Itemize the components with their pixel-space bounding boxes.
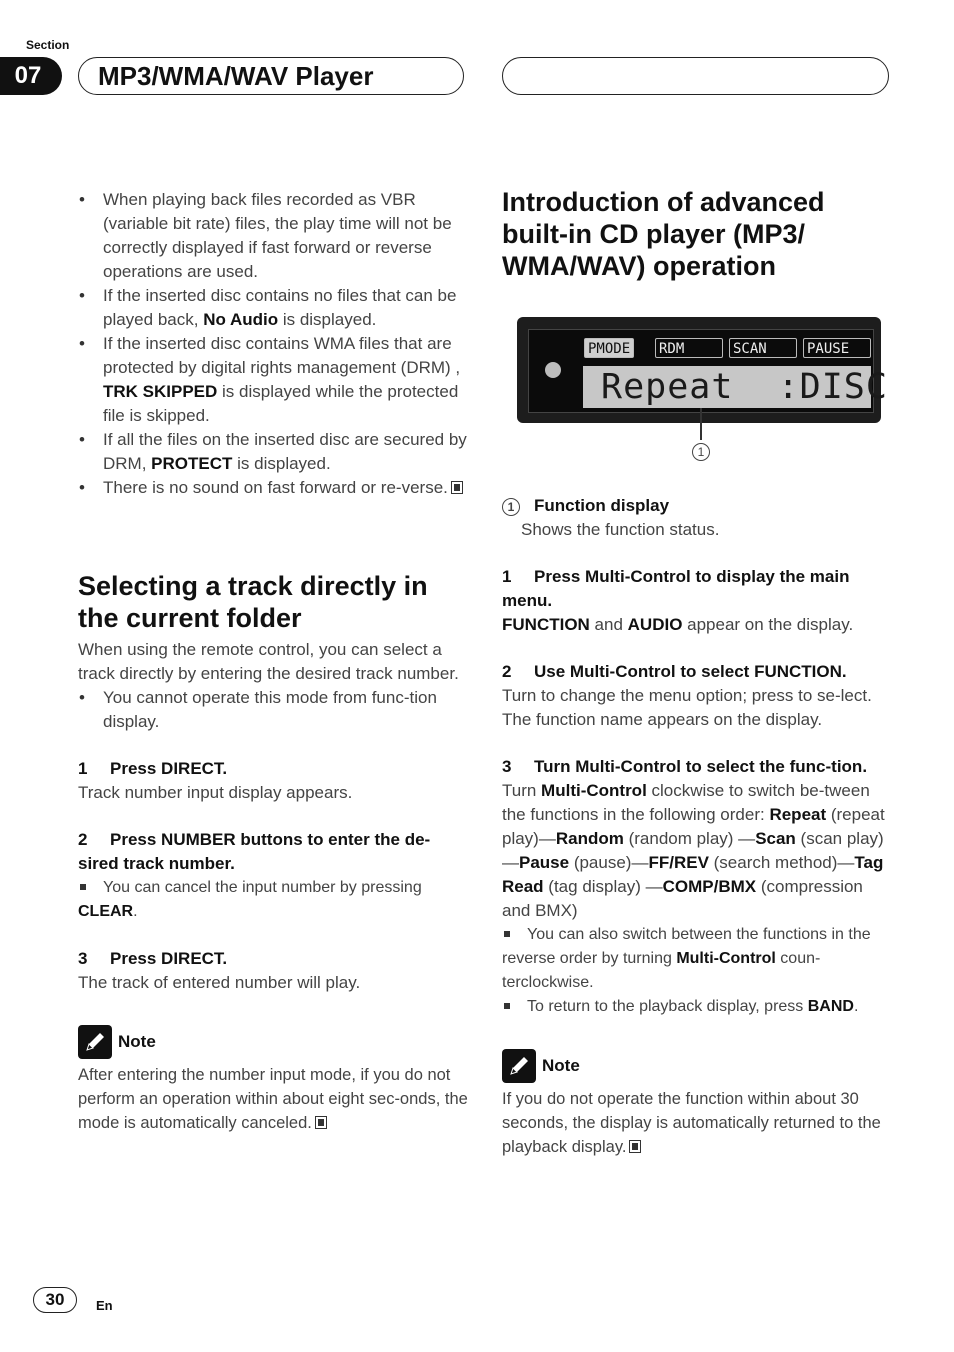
note-header [78, 1025, 468, 1059]
bullet-text: is displayed. [232, 454, 331, 473]
bullet-no-audio [78, 284, 468, 332]
callout-line [700, 408, 702, 440]
bold-term: BAND [807, 998, 854, 1015]
bullet-text: If the inserted disc contains no files that can be played back, [103, 286, 457, 329]
callout-item-title [502, 494, 892, 518]
intro-bullets [78, 686, 468, 734]
bold-term: AUDIO [627, 615, 683, 634]
intro-bullet: • You cannot operate this mode from func-tion display. [78, 686, 468, 734]
end-mark-icon [629, 1140, 641, 1153]
section-number-badge: 07 [0, 57, 62, 95]
sub-note-text: coun-terclockwise. [502, 950, 821, 991]
body-text: clockwise to switch be-tween the functions in the following order: [502, 781, 870, 824]
step-title-text: Press NUMBER buttons to enter the de-sired track number. [78, 830, 431, 873]
end-mark-icon [315, 1116, 327, 1129]
bullet-no-sound [78, 476, 468, 500]
note-body: If you do not operate the function within about 30 seconds, the display is automatically returned to the playback display. [502, 1090, 881, 1156]
bold-term: TRK SKIPPED [103, 382, 218, 401]
step-body: The track of entered number will play. [78, 973, 361, 992]
step-sub-note [502, 995, 892, 1019]
body-text: appear on the display. [682, 615, 854, 634]
sub-note-text: . [133, 903, 138, 920]
function-name: Repeat [769, 805, 827, 824]
function-name: Tag Read [502, 853, 884, 896]
sub-note-text: To return to the playback display, press [527, 998, 808, 1015]
bullet-text: When playing back files recorded as VBR (variable bit rate) files, the play time will not be correctly displayed if fast forward or reverse operations are used. [103, 190, 452, 281]
step-number: 1 [78, 759, 88, 778]
step-body [502, 613, 892, 637]
bold-term: Multi-Control [676, 950, 776, 967]
callout-item-desc: Shows the function status. [521, 520, 720, 539]
step-number: 2 [78, 830, 88, 849]
bullet-text: There is no sound on fast forward or re-verse. [103, 478, 448, 497]
body-text: Turn [502, 781, 542, 800]
bullet-text: is displayed while the protected file is skipped. [103, 382, 459, 425]
note-pencil-icon [502, 1049, 536, 1083]
header-empty-frame [502, 57, 889, 95]
note-text [502, 1087, 892, 1159]
lcd-indicator-dot [545, 362, 561, 378]
step-title [502, 755, 892, 779]
step-number: 2 [502, 662, 512, 681]
step-sub-note [78, 876, 468, 900]
function-name: Pause [519, 853, 570, 872]
function-desc: (scan play)— [502, 829, 884, 872]
language-code: En [96, 1298, 113, 1313]
lcd-rdm-label: RDM [655, 338, 723, 358]
function-name: Scan [755, 829, 796, 848]
step-body: The function name appears on the display. [502, 710, 823, 729]
section-label: Section [26, 38, 70, 52]
bullet-protect [78, 428, 468, 476]
step-title [502, 565, 892, 613]
note-header [502, 1049, 892, 1083]
bold-term: PROTECT [151, 454, 233, 473]
lcd-pause-label: PAUSE [803, 338, 871, 358]
left-column [78, 188, 468, 1135]
bullet-text: is displayed. [278, 310, 377, 329]
function-desc: (compression and BMX) [502, 877, 863, 920]
note-pencil-icon [78, 1025, 112, 1059]
lcd-scan-label: SCAN [729, 338, 797, 358]
bold-term: No Audio [203, 310, 279, 329]
note-body: After entering the number input mode, if you do not perform an operation within about eight sec-onds, the mode is automatically canceled. [78, 1066, 468, 1132]
function-desc: (search method)— [708, 853, 855, 872]
intro-paragraph: When using the remote control, you can select a track directly by entering the desired track number. [78, 640, 459, 683]
step-number: 3 [78, 949, 88, 968]
note-text [78, 1063, 468, 1135]
step-title-text: Use Multi-Control to select FUNCTION. [534, 662, 847, 681]
lcd-screen [528, 329, 888, 413]
callout-number: 1 [692, 443, 710, 461]
step-title-text: Press Multi-Control to display the main menu. [502, 567, 850, 610]
function-desc: (pause)— [569, 853, 649, 872]
bullet-trk-skipped [78, 332, 468, 428]
right-column [502, 494, 892, 1159]
step-body: Turn to change the menu option; press to se-lect. [502, 686, 872, 705]
bold-term: FUNCTION [502, 615, 590, 634]
function-name: Random [555, 829, 624, 848]
step-title [78, 828, 468, 876]
bullet-text: If all the files on the inserted disc are secured by DRM, [103, 430, 467, 473]
function-desc: (tag display) — [543, 877, 663, 896]
step-number: 1 [502, 567, 512, 586]
step-number: 3 [502, 757, 512, 776]
right-heading: Introduction of advanced built-in CD player (MP3/ WMA/WAV) operation [502, 187, 825, 281]
callout-title: Function display [534, 496, 670, 515]
page-title: MP3/WMA/WAV Player [98, 61, 374, 91]
step-sub-note [502, 923, 892, 995]
bullet-text: If the inserted disc contains WMA files that are protected by digital rights management (DRM) , [103, 334, 461, 377]
step-body: Track number input display appears. [78, 783, 353, 802]
function-desc: (random play) — [623, 829, 756, 848]
step-title [502, 660, 892, 684]
body-text: and [589, 615, 628, 634]
section-heading: Selecting a track directly in the current folder [78, 571, 428, 633]
function-name: COMP/BMX [662, 877, 757, 896]
info-bullets [78, 188, 468, 500]
note-label: Note [542, 1056, 580, 1075]
step-body [502, 779, 892, 923]
sub-note-text: . [853, 998, 859, 1015]
end-mark-icon [451, 481, 463, 494]
step-title [78, 757, 468, 781]
lcd-pmode-label: PMODE [584, 338, 634, 358]
bold-term: Multi-Control [541, 781, 647, 800]
step-title-text: Press DIRECT. [110, 759, 228, 778]
step-title [78, 947, 468, 971]
callout-number: 1 [502, 498, 520, 516]
page-number: 30 [33, 1287, 77, 1313]
sub-note-text: You can also switch between the functions in the reverse order by turning [502, 926, 871, 967]
callout-marker [692, 443, 710, 461]
step-sub-note-end [78, 900, 468, 924]
sub-note-text: You can cancel the input number by pressing [103, 879, 422, 896]
step-title-text: Press DIRECT. [110, 949, 228, 968]
function-desc: (repeat play)— [502, 805, 885, 848]
lcd-main-text: Repeat :DISC [583, 366, 871, 408]
bold-term: CLEAR [78, 903, 134, 920]
function-name: FF/REV [648, 853, 709, 872]
bullet-vbr [78, 188, 468, 284]
step-title-text: Turn Multi-Control to select the func-tion. [534, 757, 868, 776]
note-label: Note [118, 1032, 156, 1051]
